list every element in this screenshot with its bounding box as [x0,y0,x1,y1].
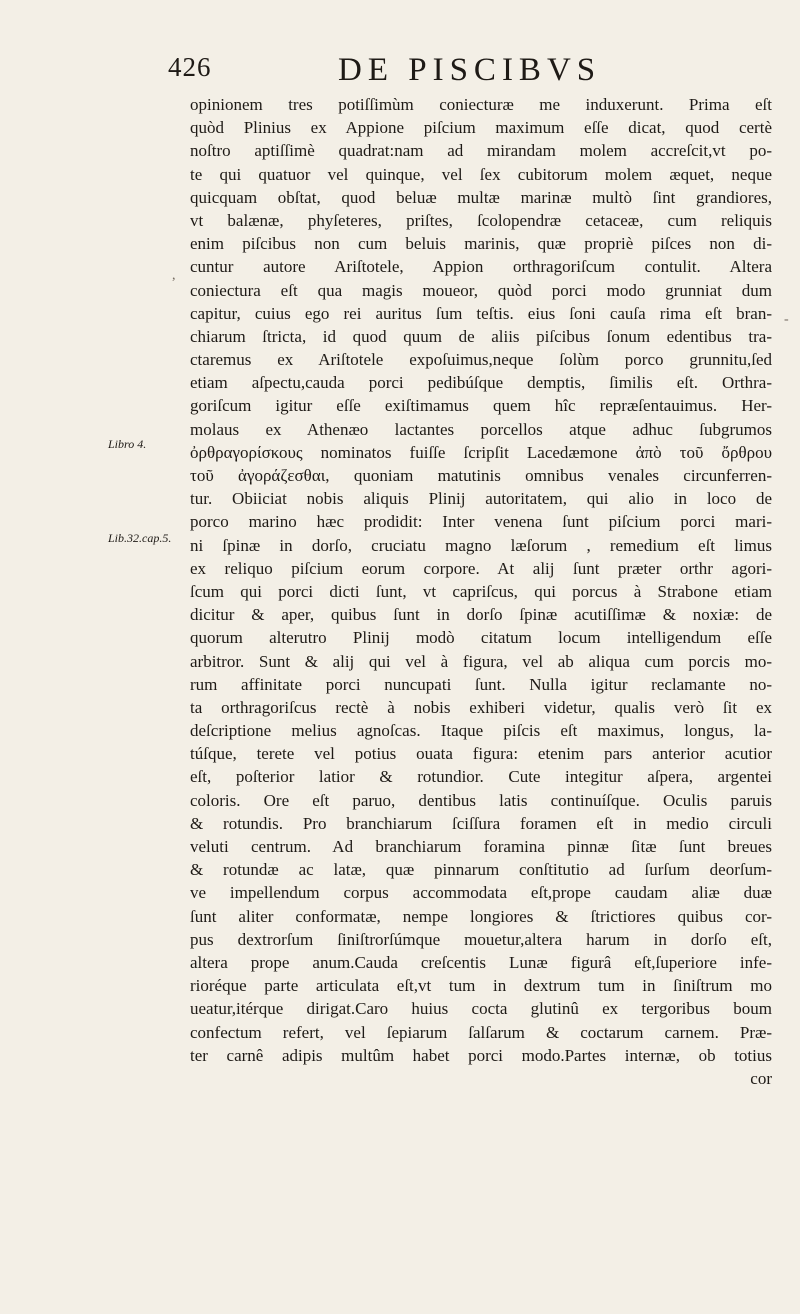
text-line: tur. Obiiciat nobis aliquis Plinij autoritatem, qui alio in loco de [190,489,772,509]
text-line: veluti centrum. Ad branchiarum foramina pinnæ ſitæ ſunt breues [190,837,772,856]
margin-note: Lib.32.cap.5. [108,531,172,545]
text-line: ter carnê adipis multûm habet porci modo.Partes internæ, ob totius [190,1045,772,1065]
text-line: ta orthragoriſcus rectè à nobis exhiberi videtur, qualis verò ſit ex [190,697,772,717]
text-line: coloris. Ore eſt paruo, dentibus latis continuíſque. Oculis paruis [190,790,772,810]
text-line: ſcum qui porci dicti ſunt, vt capriſcus, qui porcus à Strabone etiam [190,581,772,601]
text-line: ex reliquo piſcium eorum corpore. At alij ſunt præter orthr agori- [190,558,772,578]
text-line: quorum alterutro Plinij modò citatum locum intelligendum eſſe [190,628,772,648]
text-line: ve impellendum corpus accommodata eſt,prope caudam aliæ duæ [190,883,772,903]
text-line: confectum refert, vel ſepiarum ſalſarum & coctarum carnem. Præ- [190,1022,772,1042]
text-line: dicitur & aper, quibus ſunt in dorſo ſpinæ acutiſſimæ & noxiæ: de [190,605,772,625]
text-line: τοῦ ἀγοράζεσθαι, quoniam matutinis omnibus venales circunferren- [190,466,772,485]
text-line: pus dextrorſum ſiniſtrorſúmque mouetur,altera harum in dorſo eſt, [190,929,772,949]
text-line: goriſcum igitur eſſe exiſtimamus quem hîc repræſentauimus. Her- [190,396,772,416]
text-line: eſt, poſterior latior & rotundior. Cute integitur aſpera, argentei [190,767,772,787]
margin-mark: , [172,268,176,283]
page-number: 426 [168,52,212,82]
text-line: etiam aſpectu,cauda porci pedibúſque demptis, ſimilis eſt. Orthra- [190,373,772,393]
catchword: cor [750,1068,772,1088]
text-line: ueatur,itérque dirigat.Caro huius cocta glutinû ex tergoribus boum [190,999,772,1019]
text-line: te qui quatuor vel quinque, vel ſex cubitorum molem æquet, neque [190,164,772,184]
text-line: quòd Plinius ex Appione piſcium maximum eſſe dicat, quod certè [190,118,772,138]
text-line: & rotundis. Pro branchiarum ſciſſura foramen eſt in medio circuli [190,813,772,833]
text-line: cuntur autore Ariſtotele, Appion orthragoriſcum contulit. Altera [190,257,772,277]
margin-note: Libro 4. [108,437,147,451]
text-line: capitur, cuius ego rei auritus ſum teſtis. eius ſoni cauſa rima eſt bran- [190,303,772,323]
text-line: ſunt aliter conformatæ, nempe longiores & ſtrictiores quibus cor- [190,906,772,926]
text-line: altera prope anum.Cauda creſcentis Lunæ figurâ eſt,ſuperiore infe- [190,952,772,972]
text-line: chiarum ſtricta, id quod quum de aliis piſcibus ſonum edentibus tra- [190,326,772,346]
text-line: ὀρθραγορίσκους nominatos fuiſſe ſcripſit Lacedæmone ἀπὸ τοῦ ὄρθρου [190,442,772,462]
text-line: molaus ex Athenæo lactantes porcellos atque adhuc ſubgrumos [190,419,772,439]
text-line: vt balænæ, phyſeteres, priſtes, ſcolopendræ cetaceæ, cum reliquis [190,210,772,230]
text-line: quicquam obſtat, quod beluæ multæ marinæ multò ſint grandiores, [190,187,772,207]
text-line: noſtro aptiſſimè quadrat:nam ad mirandam molem accreſcit,vt po- [190,141,772,161]
text-line: arbitror. Sunt & alij qui vel à figura, vel ab aliqua cum porcis mo- [190,651,772,671]
text-line: coniectura eſt qua magis moueor, quòd porci modo grunniat dum [190,280,772,300]
running-title: DE PISCIBVS [338,52,602,88]
body-text [190,93,772,1090]
text-line: & rotundæ ac latæ, quæ pinnarum conſtitutio ad ſurſum deorſum- [190,860,772,880]
text-line: opinionem tres potiſſimùm coniecturæ me induxerunt. Prima eſt [190,95,772,114]
text-line: ni ſpinæ in dorſo, cruciatu magno læſorum , remedium eſt limus [190,535,772,555]
text-line: rioréque parte articulata eſt,vt tum in dextrum tum in ſiniſtrum mo [190,976,772,996]
text-line: porco marino hæc prodidit: Inter venena ſunt piſcium porci mari- [190,512,772,532]
text-line: deſcriptione melius agnoſcas. Itaque piſcis eſt maximus, longus, la- [190,721,772,741]
margin-mark: - [784,312,789,327]
text-line: rum affinitate porci nuncupati ſunt. Nulla igitur reclamante no- [190,674,772,694]
text-line: túſque, terete vel potius ouata figura: etenim pars anterior acutior [190,744,772,764]
running-header [0,52,800,92]
text-line: enim piſcibus non cum beluis marinis, quæ propriè piſces non di- [190,234,772,254]
text-line: ctaremus ex Ariſtotele expoſuimus,neque ſolùm porco grunnitu,ſed [190,350,772,370]
